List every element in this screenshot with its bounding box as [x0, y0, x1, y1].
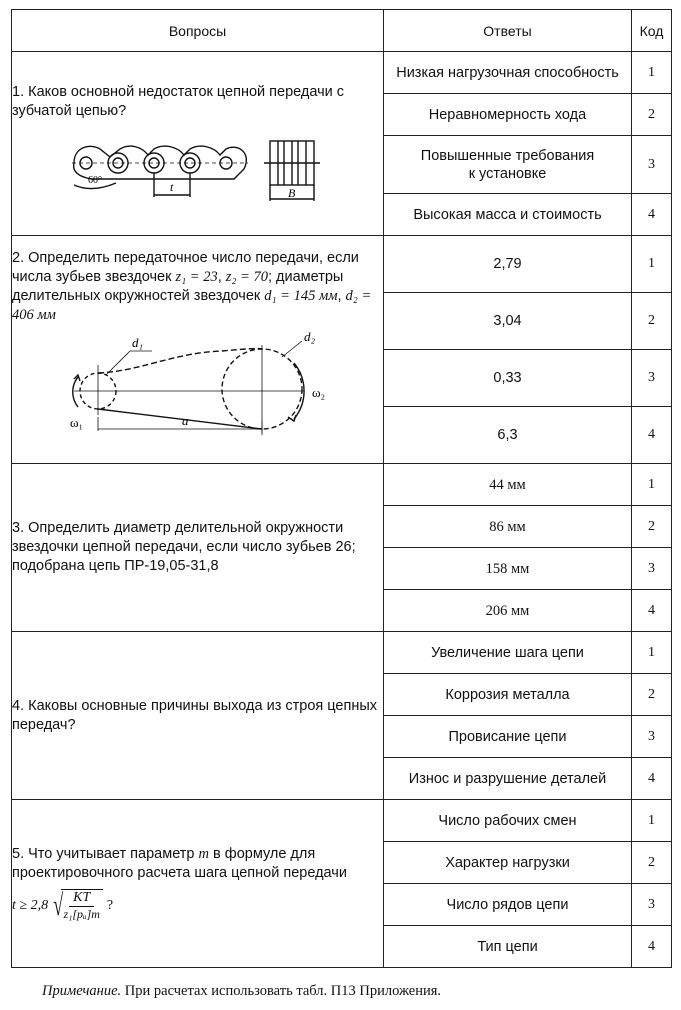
q3-cell [12, 464, 384, 632]
q5-formula-num: KT [69, 890, 94, 907]
footnote [42, 983, 441, 1000]
q3-text: 3. Определить диаметр делительной окружности звездочки цепной передачи, если число зубьев 26; подобрана цепь ПР-19,05-31,8 [12, 520, 356, 574]
header-answers: Ответы [384, 10, 632, 52]
q2-d2: d₂ = 406 мм [12, 287, 372, 323]
q2-text: 2. Определить передаточное число передачи, если числа зубьев звездочек z₁ = 23, z₂ = 70; диаметры делительных окружностей звездочек d₁ = 145 мм, d₂ = 406 мм [12, 249, 372, 323]
q1-code-3: 3 [632, 136, 672, 194]
q4-row-1 [12, 632, 672, 674]
q2-fig-w2: ω₂ [312, 384, 326, 400]
q1-code-4: 4 [632, 194, 672, 236]
q4-answer-4: Износ и разрушение деталей [384, 758, 632, 800]
q4-code-3: 3 [632, 716, 672, 758]
q5-code-4: 4 [632, 926, 672, 968]
q3-code-4: 4 [632, 590, 672, 632]
q3-row-1 [12, 464, 672, 506]
q4-cell [12, 632, 384, 800]
q2-d1: d₁ = 145 мм [264, 287, 338, 304]
q1-fig-t: t [170, 179, 174, 194]
q5-answer-2: Характер нагрузки [384, 842, 632, 884]
q1-text: 1. Каков основной недостаток цепной передачи с зубчатой цепью? [12, 83, 345, 119]
header-questions: Вопросы [12, 10, 384, 52]
q5-answer-1: Число рабочих смен [384, 800, 632, 842]
q5-text-a: 5. Что учитывает параметр [12, 846, 199, 862]
q4-answer-1: Увеличение шага цепи [384, 632, 632, 674]
q5-formula-fraction [61, 889, 103, 922]
q2-code-1: 1 [632, 236, 672, 293]
q2-code-2: 2 [632, 293, 672, 350]
q5-code-3: 3 [632, 884, 672, 926]
q3-answer-3: 158 мм [384, 548, 632, 590]
q5-code-1: 1 [632, 800, 672, 842]
q2-row-1 [12, 236, 672, 293]
q5-formula-radical: √ [53, 888, 64, 922]
q3-code-3: 3 [632, 548, 672, 590]
q1-fig-b: B [288, 185, 296, 200]
q5-answer-3: Число рядов цепи [384, 884, 632, 926]
q2-fig-d1: d₁ [132, 334, 144, 350]
q3-code-1: 1 [632, 464, 672, 506]
q2-answer-3: 0,33 [384, 350, 632, 407]
q3-answer-4: 206 мм [384, 590, 632, 632]
q3-answer-1: 44 мм [384, 464, 632, 506]
q5-text-b: в формуле для проектировочного расчета шага цепной передачи [12, 846, 347, 881]
q2-answer-1: 2,79 [384, 236, 632, 293]
q3-code-2: 2 [632, 506, 672, 548]
q1-code-1: 1 [632, 52, 672, 94]
q5-formula [12, 889, 383, 922]
q2-z1: z₁ = 23 [175, 268, 218, 285]
q5-text [12, 845, 383, 883]
q4-answer-3: Провисание цепи [384, 716, 632, 758]
q5-formula-question: ? [106, 897, 114, 913]
header-code: Код [632, 10, 672, 52]
q4-answer-2: Коррозия металла [384, 674, 632, 716]
q1-row-1 [12, 52, 672, 94]
q5-formula-den: z₁[pᵤ]m [63, 907, 100, 921]
q2-text-a: 2. Определить передаточное число передачи, если числа зубьев звездочек [12, 249, 359, 285]
q2-sep: , [217, 268, 226, 285]
q2-text-b: ; диаметры делительных окружностей звездочек [12, 268, 344, 304]
q1-answer-1: Низкая нагрузочная способность [384, 52, 632, 94]
q5-m: m [198, 846, 209, 862]
q2-cell [12, 236, 384, 464]
q2-fig-w1: ω₁ [70, 414, 84, 430]
q2-code-4: 4 [632, 407, 672, 464]
q4-code-1: 1 [632, 632, 672, 674]
footnote-text: При расчетах использовать табл. П13 Приложения. [121, 983, 442, 999]
q1-chain-figure [12, 125, 372, 205]
q4-text: 4. Каковы основные причины выхода из строя цепных передач? [12, 697, 378, 733]
q1-cell [12, 52, 384, 236]
q1-answer-4: Высокая масса и стоимость [384, 194, 632, 236]
q5-formula-lhs: t ≥ 2,8 [12, 897, 49, 913]
q2-fig-d2: d₂ [304, 330, 316, 344]
q5-cell [12, 800, 384, 968]
q1-code-2: 2 [632, 94, 672, 136]
q2-drive-figure [12, 331, 372, 451]
q5-answer-4: Тип цепи [384, 926, 632, 968]
q1-answer-3: Повышенные требования к установке [420, 147, 595, 182]
q5-row-1 [12, 800, 672, 842]
q2-answer-2: 3,04 [384, 293, 632, 350]
header-row [12, 10, 672, 52]
footnote-lead: Примечание. [42, 983, 122, 999]
q1-fig-angle: 60° [88, 174, 102, 186]
q2-answer-4: 6,3 [384, 407, 632, 464]
q3-answer-2: 86 мм [384, 506, 632, 548]
q4-code-4: 4 [632, 758, 672, 800]
q2-code-3: 3 [632, 350, 672, 407]
q4-code-2: 2 [632, 674, 672, 716]
q2-z2: z₂ = 70 [225, 268, 268, 285]
quiz-table [11, 9, 672, 968]
q2-fig-a: a [182, 412, 189, 428]
q1-answer-2: Неравномерность хода [384, 94, 632, 136]
q5-code-2: 2 [632, 842, 672, 884]
